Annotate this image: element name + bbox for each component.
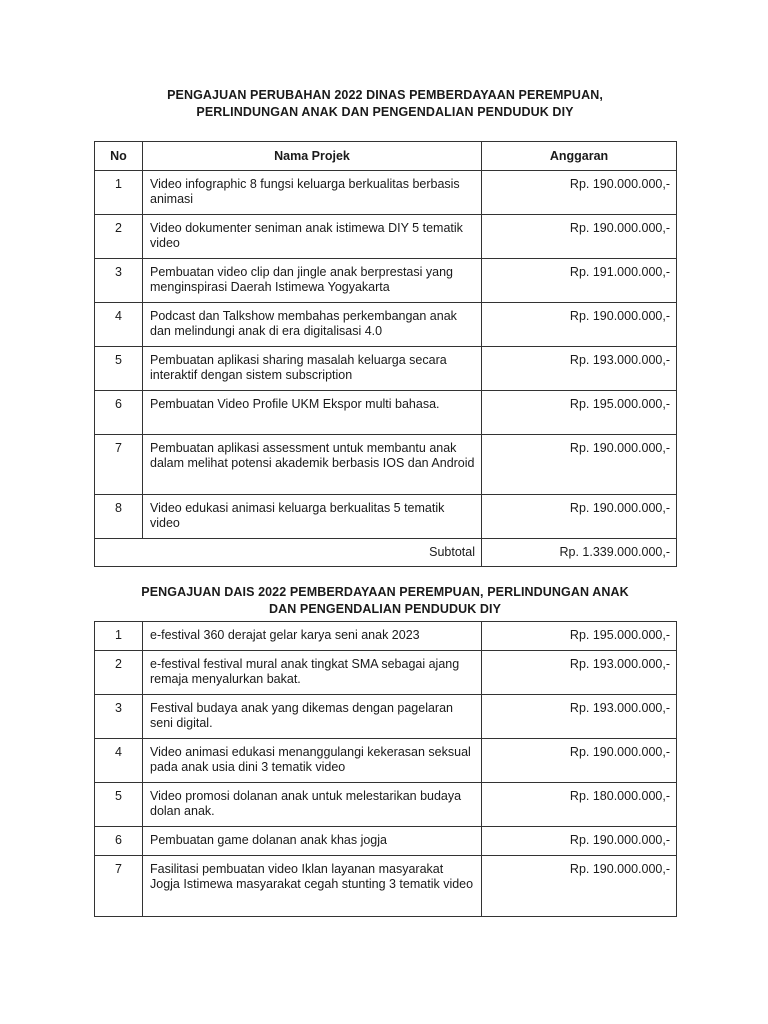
table-row (95, 215, 677, 259)
table-row (95, 827, 677, 856)
row-number: 3 (95, 259, 143, 303)
budget-amount: Rp. 195.000.000,- (482, 391, 677, 435)
section1-title (94, 87, 676, 121)
subtotal-amount: Rp. 1.339.000.000,- (482, 539, 677, 567)
budget-amount: Rp. 190.000.000,- (482, 215, 677, 259)
project-name: Video edukasi animasi keluarga berkualitas 5 tematik video (143, 495, 482, 539)
row-number: 2 (95, 215, 143, 259)
table-row (95, 435, 677, 495)
project-name: Podcast dan Talkshow membahas perkembangan anak dan melindungi anak di era digitalisasi 4.0 (143, 303, 482, 347)
row-number: 6 (95, 827, 143, 856)
project-name: Fasilitasi pembuatan video Iklan layanan masyarakat Jogja Istimewa masyarakat cegah stunting 3 tematik video (143, 856, 482, 917)
project-name: Pembuatan Video Profile UKM Ekspor multi bahasa. (143, 391, 482, 435)
table-row (95, 391, 677, 435)
row-number: 3 (95, 695, 143, 739)
row-number: 2 (95, 651, 143, 695)
budget-amount: Rp. 193.000.000,- (482, 651, 677, 695)
table-header-row (95, 142, 677, 171)
row-number: 7 (95, 856, 143, 917)
budget-amount: Rp. 190.000.000,- (482, 495, 677, 539)
project-name: e-festival 360 derajat gelar karya seni anak 2023 (143, 622, 482, 651)
table-row (95, 303, 677, 347)
budget-amount: Rp. 195.000.000,- (482, 622, 677, 651)
row-number: 1 (95, 622, 143, 651)
project-name: Pembuatan aplikasi sharing masalah keluarga secara interaktif dengan sistem subscription (143, 347, 482, 391)
row-number: 6 (95, 391, 143, 435)
table-row (95, 622, 677, 651)
row-number: 8 (95, 495, 143, 539)
section1-title-line2: PERLINDUNGAN ANAK DAN PENGENDALIAN PENDUDUK DIY (196, 105, 574, 119)
section2-budget-table (94, 621, 677, 917)
project-name: Pembuatan game dolanan anak khas jogja (143, 827, 482, 856)
budget-amount: Rp. 190.000.000,- (482, 827, 677, 856)
budget-amount: Rp. 190.000.000,- (482, 435, 677, 495)
budget-amount: Rp. 193.000.000,- (482, 695, 677, 739)
row-number: 1 (95, 171, 143, 215)
table-row (95, 495, 677, 539)
project-name: Video dokumenter seniman anak istimewa DIY 5 tematik video (143, 215, 482, 259)
header-budget: Anggaran (482, 142, 677, 171)
row-number: 4 (95, 739, 143, 783)
row-number: 5 (95, 347, 143, 391)
budget-amount: Rp. 190.000.000,- (482, 303, 677, 347)
section1-title-line1: PENGAJUAN PERUBAHAN 2022 DINAS PEMBERDAYAAN PEREMPUAN, (167, 88, 603, 102)
project-name: Video promosi dolanan anak untuk melestarikan budaya dolan anak. (143, 783, 482, 827)
project-name: Pembuatan aplikasi assessment untuk membantu anak dalam melihat potensi akademik berbasis IOS dan Android (143, 435, 482, 495)
row-number: 5 (95, 783, 143, 827)
table-row (95, 651, 677, 695)
header-project-name: Nama Projek (143, 142, 482, 171)
header-no: No (95, 142, 143, 171)
section2-title-line1: PENGAJUAN DAIS 2022 PEMBERDAYAAN PEREMPUAN, PERLINDUNGAN ANAK (141, 585, 629, 599)
project-name: e-festival festival mural anak tingkat SMA sebagai ajang remaja menyalurkan bakat. (143, 651, 482, 695)
project-name: Festival budaya anak yang dikemas dengan pagelaran seni digital. (143, 695, 482, 739)
budget-amount: Rp. 193.000.000,- (482, 347, 677, 391)
budget-amount: Rp. 190.000.000,- (482, 171, 677, 215)
table-row (95, 739, 677, 783)
section2-title-line2: DAN PENGENDALIAN PENDUDUK DIY (268, 602, 502, 616)
subtotal-row (95, 539, 677, 567)
table-row (95, 347, 677, 391)
section1-budget-table (94, 141, 677, 567)
row-number: 4 (95, 303, 143, 347)
section2-title (94, 584, 676, 618)
project-name: Video infographic 8 fungsi keluarga berkualitas berbasis animasi (143, 171, 482, 215)
table-row (95, 783, 677, 827)
table-row (95, 695, 677, 739)
budget-amount: Rp. 190.000.000,- (482, 856, 677, 917)
row-number: 7 (95, 435, 143, 495)
budget-amount: Rp. 191.000.000,- (482, 259, 677, 303)
project-name: Video animasi edukasi menanggulangi kekerasan seksual pada anak usia dini 3 tematik video (143, 739, 482, 783)
budget-amount: Rp. 190.000.000,- (482, 739, 677, 783)
budget-amount: Rp. 180.000.000,- (482, 783, 677, 827)
table-row (95, 259, 677, 303)
subtotal-label: Subtotal (95, 539, 482, 567)
table-row (95, 856, 677, 917)
project-name: Pembuatan video clip dan jingle anak berprestasi yang menginspirasi Daerah Istimewa Yogyakarta (143, 259, 482, 303)
table-row (95, 171, 677, 215)
